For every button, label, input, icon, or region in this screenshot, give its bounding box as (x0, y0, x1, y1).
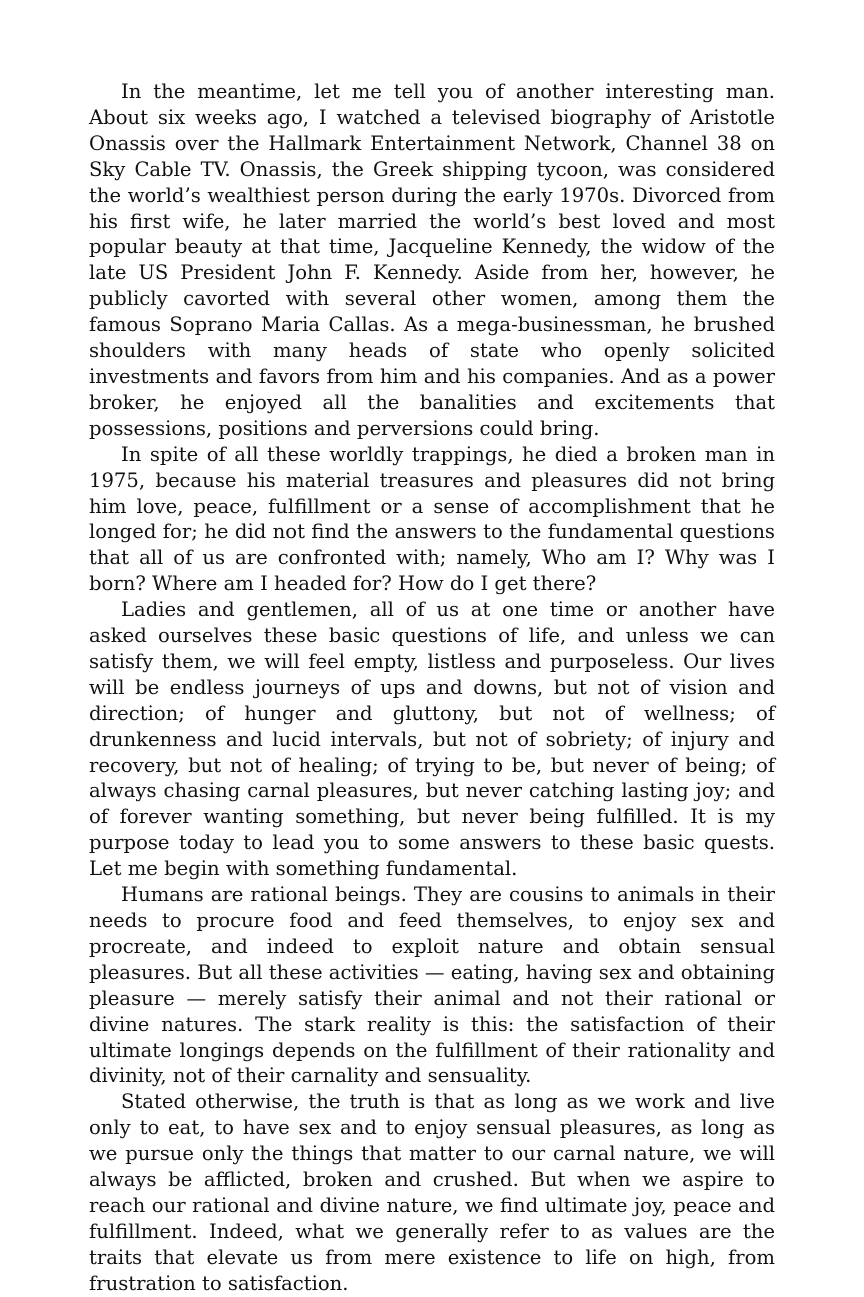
paragraph-onassis-intro: In the meantime, let me tell you of another interesting man. About six weeks ago, I watched a televised biography of Aristotle Onassis over the Hallmark Entertainment Network, Channel 38 on Sky Cable TV. Onassis, the Greek shipping tycoon, was considered the world’s wealthiest person during the early 1970s. Divorced from his first wife, he later married the world’s best loved and most popular beauty at that time, Jacqueline Kennedy, the widow of the late US President John F. Kennedy. Aside from her, however, he publicly cavorted with several other women, among them the famous Soprano Maria Callas. As a mega-businessman, he brushed shoulders with many heads of state who openly solicited investments and favors from him and his companies. And as a power broker, he enjoyed all the banalities and excitements that possessions, positions and perversions could bring. (89, 80, 775, 440)
paragraph-rational-beings: Humans are rational beings. They are cousins to animals in their needs to procure food and feed themselves, to enjoy sex and procreate, and indeed to exploit nature and obtain sensual pleasures. But all these activities — eating, having sex and obtaining pleasure — merely satisfy their animal and not their rational or divine natures. The stark reality is this: the satisfaction of their ultimate longings depends on the fulfillment of their rationality and divinity, not of their carnality and sensuality. (89, 883, 776, 1088)
document-page (89, 79, 775, 1297)
paragraph-stated-otherwise: Stated otherwise, the truth is that as long as we work and live only to eat, to have sex and to enjoy sensual pleasures, as long as we pursue only the things that matter to our carnal nature, we will always be afflicted, broken and crushed. But when we aspire to reach our rational and divine nature, we find ultimate joy, peace and fulfillment. Indeed, what we generally refer to as values are the traits that elevate us from mere existence to life on high, from frustration to satisfaction. (89, 1090, 775, 1295)
paragraph-onassis-death: In spite of all these worldly trappings, he died a broken man in 1975, because his material treasures and pleasures did not bring him love, peace, fulfillment or a sense of accomplishment that he longed for; he did not find the answers to the fundamental questions that all of us are confronted with; namely, Who am I? Why was I born? Where am I headed for? How do I get there? (89, 442, 775, 596)
paragraph-basic-questions: Ladies and gentlemen, all of us at one time or another have asked ourselves these basic questions of life, and unless we can satisfy them, we will feel empty, listless and purposeless. Our lives will be endless journeys of ups and downs, but not of vision and direction; of hunger and gluttony, but not of wellness; of drunkenness and lucid intervals, but not of sobriety; of injury and recovery, but not of healing; of trying to be, but never of being; of always chasing carnal pleasures, but never catching lasting joy; and of forever wanting something, but never being fulfilled. It is my purpose today to lead you to some answers to these basic quests. Let me begin with something fundamental. (89, 598, 775, 881)
